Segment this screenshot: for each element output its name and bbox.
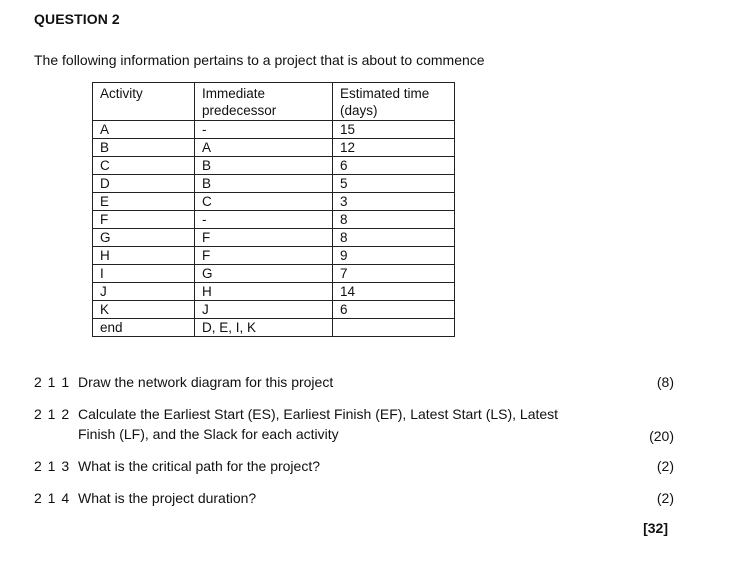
cell-time: 8 xyxy=(333,211,455,229)
cell-predecessor: F xyxy=(195,229,333,247)
cell-predecessor: B xyxy=(195,157,333,175)
cell-predecessor: - xyxy=(195,121,333,139)
cell-predecessor: H xyxy=(195,283,333,301)
subquestion-marks: (20) xyxy=(649,428,674,444)
cell-activity: H xyxy=(93,247,195,265)
cell-time: 6 xyxy=(333,301,455,319)
cell-activity: I xyxy=(93,265,195,283)
cell-time: 15 xyxy=(333,121,455,139)
table-row xyxy=(93,229,455,247)
subquestion-text: What is the project duration? xyxy=(78,490,257,506)
cell-activity: end xyxy=(93,319,195,337)
cell-activity: C xyxy=(93,157,195,175)
table-row xyxy=(93,139,455,157)
cell-time: 5 xyxy=(333,175,455,193)
cell-time: 8 xyxy=(333,229,455,247)
cell-time: 3 xyxy=(333,193,455,211)
cell-time: 12 xyxy=(333,139,455,157)
cell-time: 14 xyxy=(333,283,455,301)
table-row xyxy=(93,157,455,175)
cell-predecessor: B xyxy=(195,175,333,193)
cell-activity: F xyxy=(93,211,195,229)
cell-time: 9 xyxy=(333,247,455,265)
subquestion-number: 2 1 2 xyxy=(34,406,71,422)
table-row xyxy=(93,247,455,265)
subquestion-text: Draw the network diagram for this project xyxy=(78,374,334,390)
cell-activity: B xyxy=(93,139,195,157)
cell-activity: A xyxy=(93,121,195,139)
table-row xyxy=(93,319,455,337)
header-time: Estimated time (days) xyxy=(333,83,455,121)
table-row xyxy=(93,283,455,301)
cell-activity: K xyxy=(93,301,195,319)
question-heading: QUESTION 2 xyxy=(34,11,120,27)
subquestion-number: 2 1 1 xyxy=(34,374,71,390)
cell-activity: G xyxy=(93,229,195,247)
cell-activity: J xyxy=(93,283,195,301)
table-row xyxy=(93,121,455,139)
subquestion-number: 2 1 4 xyxy=(34,490,71,506)
header-predecessor: Immediate predecessor xyxy=(195,83,333,121)
table-row xyxy=(93,193,455,211)
cell-activity: E xyxy=(93,193,195,211)
table-row xyxy=(93,175,455,193)
table-header-row xyxy=(93,83,455,121)
subquestion-text: What is the critical path for the project? xyxy=(78,458,320,474)
subquestion-marks: (8) xyxy=(656,374,674,390)
cell-activity: D xyxy=(93,175,195,193)
cell-predecessor: A xyxy=(195,139,333,157)
table-row xyxy=(93,265,455,283)
cell-predecessor: D, E, I, K xyxy=(195,319,333,337)
total-marks: [32] xyxy=(643,520,668,536)
cell-time: 7 xyxy=(333,265,455,283)
cell-predecessor: C xyxy=(195,193,333,211)
cell-predecessor: J xyxy=(195,301,333,319)
cell-time xyxy=(333,319,455,337)
subquestion-marks: (2) xyxy=(656,490,674,506)
subquestion-number: 2 1 3 xyxy=(34,458,71,474)
header-activity: Activity xyxy=(93,83,195,121)
table-row xyxy=(93,211,455,229)
subquestion-text: Calculate the Earliest Start (ES), Earliest Finish (EF), Latest Start (LS), Latest Finish (LF), and the Slack for each activity xyxy=(78,406,559,442)
activity-table xyxy=(92,82,455,337)
table-row xyxy=(93,301,455,319)
cell-predecessor: - xyxy=(195,211,333,229)
question-intro: The following information pertains to a project that is about to commence xyxy=(34,52,485,68)
subquestion-marks: (2) xyxy=(656,458,674,474)
cell-predecessor: G xyxy=(195,265,333,283)
cell-predecessor: F xyxy=(195,247,333,265)
cell-time: 6 xyxy=(333,157,455,175)
